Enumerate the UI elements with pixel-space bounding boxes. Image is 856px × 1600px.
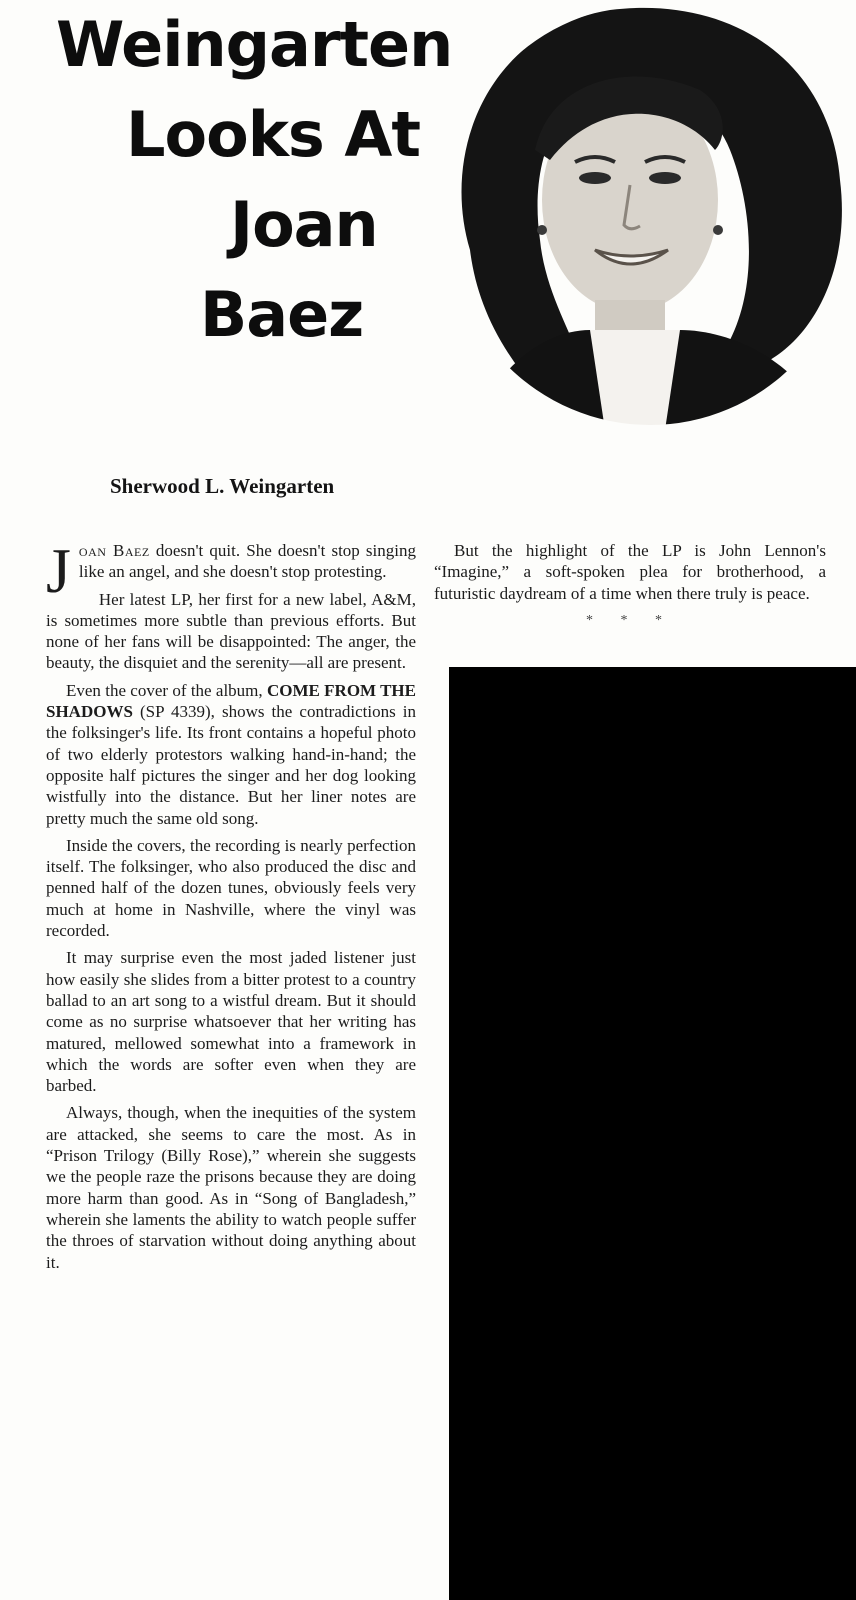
- headline-line-2: Looks At: [126, 98, 421, 171]
- article-paragraph: [46, 535, 416, 606]
- article-column-left: [46, 535, 416, 1279]
- article-paragraph: Her latest LP, her first for a new label, A&M, is sometimes more subtle than previous efforts. But none of her fans will be disappointed: The anger, the beauty, the disquiet and the serenity—all are present.: [46, 589, 416, 673]
- article-paragraph: Inside the covers, the recording is nearly perfection itself. The folksinger, who also produced the disc and penned half of the dozen tunes, obviously feels very much at home in Nashville, where the vinyl was recorded.: [46, 835, 416, 941]
- byline: Sherwood L. Weingarten: [110, 474, 335, 498]
- article-paragraph: It may surprise even the most jaded listener just how easily she slides from a bitter protest to a country ballad to an art song to a wistful dream. But it should come as no surprise whatsoever that her writing has matured, mellowed somewhat into a framework in which the words are softer even when they are barbed.: [46, 948, 416, 1096]
- paragraph-text: Even the cover of the album,: [66, 680, 267, 700]
- paragraph-text: (SP 4339), shows the contradictions in the folksinger's life. Its front contains a hopeful photo of two elderly protestors walking hand-in-hand; the opposite half pictures the singer and her dog looking wistfully into the distance. But her liner notes are pretty much the same old song.: [46, 702, 416, 828]
- album-title: COME FROM THE SHADOWS: [46, 680, 416, 722]
- drop-cap: J: [46, 535, 71, 606]
- lead-smallcaps: oan Baez: [78, 541, 150, 560]
- article-column-right: [434, 540, 826, 631]
- redaction-block: [449, 667, 856, 1600]
- headline-line-1: Weingarten: [56, 8, 453, 81]
- section-separator: * * *: [586, 612, 674, 628]
- headline-line-3: Joan: [230, 188, 378, 261]
- article-paragraph: [46, 680, 416, 829]
- article-paragraph: But the highlight of the LP is John Lennon's “Imagine,” a soft-spoken plea for brotherhood, a futuristic daydream of a time when there truly is peace.: [434, 541, 826, 603]
- portrait-photo: [430, 0, 850, 430]
- headline-line-4: Baez: [200, 278, 364, 351]
- headline: [40, 0, 460, 360]
- paragraph-text: doesn't quit. She doesn't stop singing like an angel, and she doesn't stop protesting.: [78, 541, 416, 582]
- article-paragraph: Always, though, when the inequities of the system are attacked, she seems to care the most. As in “Prison Trilogy (Billy Rose),” wherein she suggests we the people raze the prisons because they are doing more harm than good. As in “Song of Bangladesh,” wherein she laments the ability to watch people suffer the throes of starvation without doing anything about it.: [46, 1103, 416, 1272]
- portrait-illustration: [430, 0, 850, 430]
